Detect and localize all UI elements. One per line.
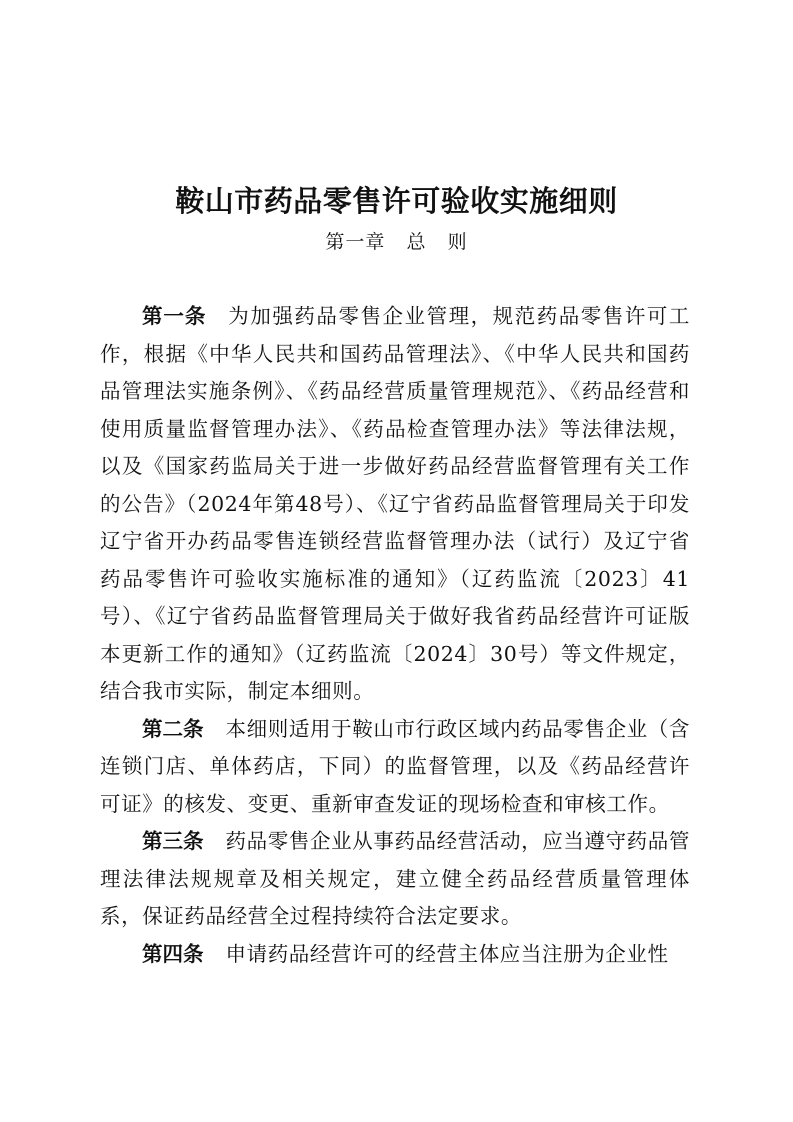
article-3-label: 第三条 [142,829,204,853]
article-4-label: 第四条 [142,941,204,966]
chapter-heading: 第一章 总 则 [325,231,468,253]
document-title: 鞍山市药品零售许可验收实施细则 [175,184,618,218]
article-2-label: 第二条 [142,716,204,741]
article-2 [100,711,690,824]
article-1-text: 为加强药品零售企业管理，规范药品零售许可工作，根据《中华人民共和国药品管理法》、《中华人民共和国药品管理法实施条例》、《药品经营质量管理规范》、《药品经营和使用质量监督管理办法》、《药品检查管理办法》等法律法规，以及《国家药监局关于进一步做好药品经营监督管理有关工作的公告》（2024年第48号）、《辽宁省药品监督管理局关于印发辽宁省开办药品零售连锁经营监督管理办法（试行）及辽宁省药品零售许可验收实施标准的通知》（辽药监流〔2023〕41号）、《辽宁省药品监督管理局关于做好我省药品经营许可证版本更新工作的通知》（辽药监流〔2024〕30号）等文件规定，结合我市实际，制定本细则。 [100,304,690,703]
article-3-text: 药品零售企业从事药品经营活动，应当遵守药品管理法律法规规章及相关规定，建立健全药品经营质量管理体系，保证药品经营全过程持续符合法定要求。 [100,829,691,928]
article-4 [100,936,690,974]
article-1-label: 第一条 [142,304,207,328]
article-3 [100,823,690,936]
article-4-text: 申请药品经营许可的经营主体应当注册为企业性 [225,941,669,966]
document-body [100,298,690,973]
article-1 [100,298,690,711]
article-2-text: 本细则适用于鞍山市行政区域内药品零售企业（含连锁门店、单体药店，下同）的监督管理，以及《药品经营许可证》的核发、变更、重新审查发证的现场检查和审核工作。 [100,716,691,816]
